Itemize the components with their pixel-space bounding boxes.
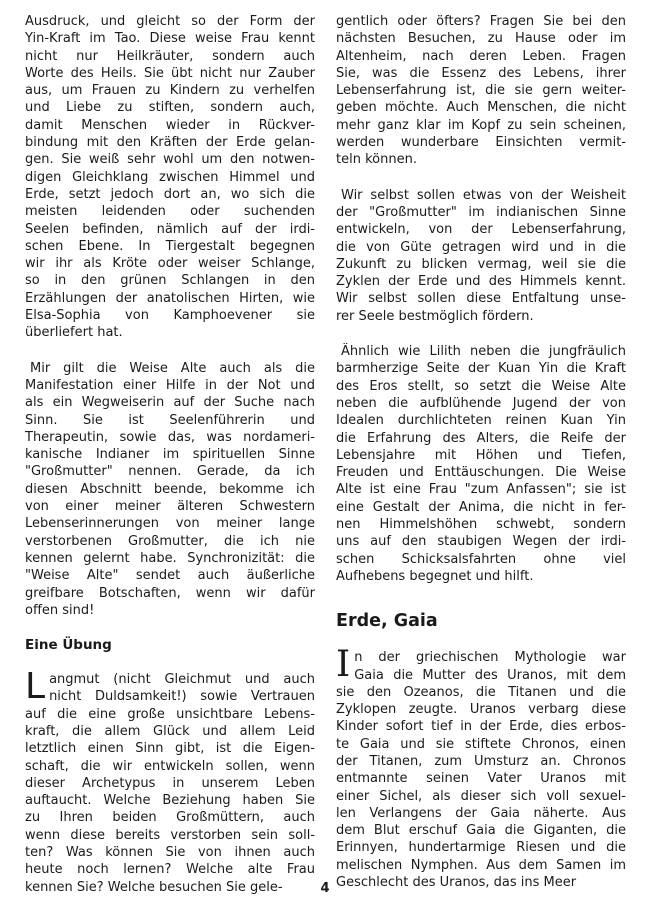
text-line: der "Großmutter" im indianischen Sinne [336, 204, 626, 220]
text-line: mehr ganz klar im Kopf zu sein scheinen, [336, 117, 626, 133]
text-line: entmannte seinen Vater Uranos mit [336, 771, 626, 787]
paragraph [336, 13, 626, 169]
text-line: gentlich oder öfters? Fragen Sie bei den [336, 14, 626, 29]
drop-cap: L [25, 666, 46, 708]
text-line: kraft, die allem Glück und allem Leid [25, 723, 315, 739]
text-line: des Eros stellt, so setzt die Weise Alte [336, 378, 626, 394]
text-line: damit Menschen wieder in Rückver- [25, 117, 315, 133]
text-line: die von Güte getragen wird und in die [336, 239, 626, 255]
text-line: Ausdruck, und gleicht so der Form der [25, 14, 315, 29]
text-line: barmherzige Seite der Kuan Yin die Kraft [336, 361, 626, 377]
text-line: ten? Was können Sie von ihnen auch [25, 845, 315, 861]
text-line: kennen Sie? Welche besuchen Sie gele- [25, 879, 283, 895]
page-number: 4 [320, 881, 330, 896]
text-line: nicht nur Heilkräuter, sondern auch [25, 48, 315, 64]
text-line: bindung mit den Kräften der Erde gelan- [25, 135, 315, 151]
text-line: offen sind! [25, 602, 95, 618]
section-heading: Eine Übung [25, 637, 112, 654]
text-line: Wir selbst sollen etwas von der Weisheit [341, 187, 626, 203]
text-line: Sinn. Sie ist Seelenführerin und [25, 412, 315, 428]
text-line: Altenheim, nach deren Leben. Fragen [336, 48, 626, 64]
text-line: eine Gestalt der Anima, die nicht in fer- [336, 499, 626, 515]
text-line: Idealen durchlichteten reinen Kuan Yin [336, 413, 626, 429]
text-line: Lebensjahre mit Höhen und Tiefen, [336, 447, 626, 463]
text-line: greifbare Botschaften, wenn wir dafür [25, 585, 315, 601]
text-line: sie den Ozeanos, die Titanen und die [336, 684, 626, 700]
text-line: diesen Abschnitt beende, bekomme ich [25, 481, 315, 497]
text-line: Sie, was die Essenz des Lebens, ihrer [336, 65, 626, 81]
paragraph [25, 666, 315, 896]
text-line: heute noch lernen? Welche alte Frau [25, 862, 315, 878]
paragraph [336, 187, 626, 325]
text-line: nicht Duldsamkeit!) sowie Vertrauen [49, 689, 315, 705]
text-line: werden wunderbare Einsichten vermit- [336, 135, 626, 151]
text-line: kanische Indianer im spirituellen Sinne [25, 447, 315, 463]
paragraph [336, 644, 626, 891]
text-line: Zukunft zu blicken vermag, weil sie die [336, 256, 626, 272]
text-line: schen Ebene. In Tiergestalt begegnen [25, 238, 315, 254]
text-line: nen Himmelshöhen schwebt, sondern [336, 517, 626, 533]
text-line: Seelen befinden, nämlich auf der irdi- [25, 221, 315, 237]
text-line: Therapeutin, sowie das, was nordameri- [25, 429, 315, 445]
text-line: wir ihr als Kröte oder weiser Schlange, [25, 256, 315, 272]
text-line: uns auf den staubigen Wegen der irdi- [336, 534, 626, 550]
text-line: Erde, setzt jedoch dort an, wo sich die [25, 186, 315, 202]
text-line: aus, um Frauen zu Kindern zu verhelfen [25, 83, 315, 99]
text-line: überliefert hat. [25, 325, 123, 341]
text-line: schaft, die wir entwickeln sollen, wenn [25, 758, 315, 774]
text-column-right [336, 13, 626, 896]
text-line: Mir gilt die Weise Alte auch als die [30, 360, 315, 376]
section-heading: Erde, Gaia [336, 611, 438, 632]
text-line: Worte des Heils. Sie übt nicht nur Zauber [25, 65, 315, 81]
text-line: Geschlecht des Uranos, das ins Meer [336, 875, 577, 891]
text-line: melischen Nymphen. Aus dem Samen im [336, 857, 626, 873]
text-line: auftaucht. Welche Beziehung haben Sie [25, 793, 315, 809]
text-line: kennen gelernt habe. Synchronizität: die [25, 550, 315, 566]
text-line: teln können. [336, 152, 417, 168]
text-line: Wir selbst sollen diese Entfaltung unse- [336, 291, 626, 307]
drop-cap: I [336, 644, 351, 686]
text-line: Aufhebens begegnet und hilft. [336, 568, 534, 584]
text-line: zu Ihren beiden Großmüttern, auch [25, 810, 315, 826]
text-line: schen Schicksalsfahrten ohne viel [336, 551, 626, 567]
text-line: dem Blut erschuf Gaia die Giganten, die [336, 823, 626, 839]
text-column-left [25, 13, 315, 896]
text-line: dieser Archetypus in unserem Leben [25, 775, 315, 791]
paragraph [336, 343, 626, 585]
text-line: "Großmutter" nennen. Gerade, da ich [25, 464, 315, 480]
text-line: Ähnlich wie Lilith neben die jungfräulich [341, 344, 626, 360]
text-line: auf die eine große unsichtbare Lebens- [25, 706, 315, 722]
text-line: n der griechischen Mythologie war [354, 650, 626, 666]
two-column-text-area [25, 13, 625, 896]
text-line: Erinnyen, hundertarmige Riesen und die [336, 840, 626, 856]
text-line: so in den grünen Schlangen in den [25, 273, 315, 289]
text-line: von einer meiner älteren Schwestern [25, 499, 315, 515]
text-line: der Titanen, zum Umsturz an. Chronos [336, 753, 626, 769]
text-line: Lebenserfahrung ist, die sie gern weiter- [336, 83, 626, 99]
text-line: die Erfahrung des Alters, die Reife der [336, 430, 626, 446]
text-line: Erzählungen der anatolischen Hirten, wie [25, 290, 315, 306]
text-line: "Weise Alte" sendet auch äußerliche [25, 568, 315, 584]
text-line: als ein Wegweiserin auf der Suche nach [25, 395, 315, 411]
paragraph [25, 360, 315, 619]
text-line: Yin-Kraft im Tao. Diese weise Frau kennt [25, 31, 315, 47]
text-line: gen. Sie weiß sehr wohl um den notwen- [25, 152, 315, 168]
text-line: Zyklopen zeugte. Uranos verbarg diese [336, 702, 626, 718]
text-line: wenn diese bereits verstorben sein soll- [25, 827, 315, 843]
text-line: Kinder sofort tief in der Erde, dies erbos- [336, 719, 626, 735]
text-line: einer Sichel, als dieser sich voll sexuel- [336, 788, 626, 804]
text-line: Alte ist eine Frau "zum Anfassen"; sie ist [336, 482, 626, 498]
text-line: digen Gleichklang zwischen Himmel und [25, 169, 315, 185]
text-line: te Gaia und sie stiftete Chronos, einen [336, 736, 626, 752]
text-line: angmut (nicht Gleichmut und auch [49, 672, 315, 688]
text-line: Manifestation einer Hilfe in der Not und [25, 377, 315, 393]
text-line: Zyklen der Erde und des Himmels kennt. [336, 274, 626, 290]
text-line: meisten leidenden oder suchenden [25, 204, 315, 220]
text-line: Freuden und Enttäuschungen. Die Weise [336, 465, 626, 481]
text-line: und Liebe zu stiften, sondern auch, [25, 100, 315, 116]
text-line: Elsa-Sophia von Kamphoevener sie [25, 308, 315, 324]
text-line: len Verlangens der Gaia näherte. Aus [336, 805, 626, 821]
text-line: Gaia die Mutter des Uranos, mit dem [354, 667, 626, 683]
text-line: nächsten Besuchen, zu Hause oder im [336, 31, 626, 47]
text-line: entwickeln, von der Lebenserfahrung, [336, 222, 626, 238]
paragraph [25, 13, 315, 342]
text-line: verstorbenen Großmutter, die ich nie [25, 533, 315, 549]
text-line: letztlich einen Sinn gibt, ist die Eigen- [25, 741, 315, 757]
text-line: geben möchte. Auch Menschen, die nicht [336, 100, 626, 116]
text-line: rer Seele bestmöglich fördern. [336, 308, 534, 324]
text-line: neben die aufblühende Jugend der von [336, 395, 626, 411]
text-line: Lebenserinnerungen von meiner lange [25, 516, 315, 532]
